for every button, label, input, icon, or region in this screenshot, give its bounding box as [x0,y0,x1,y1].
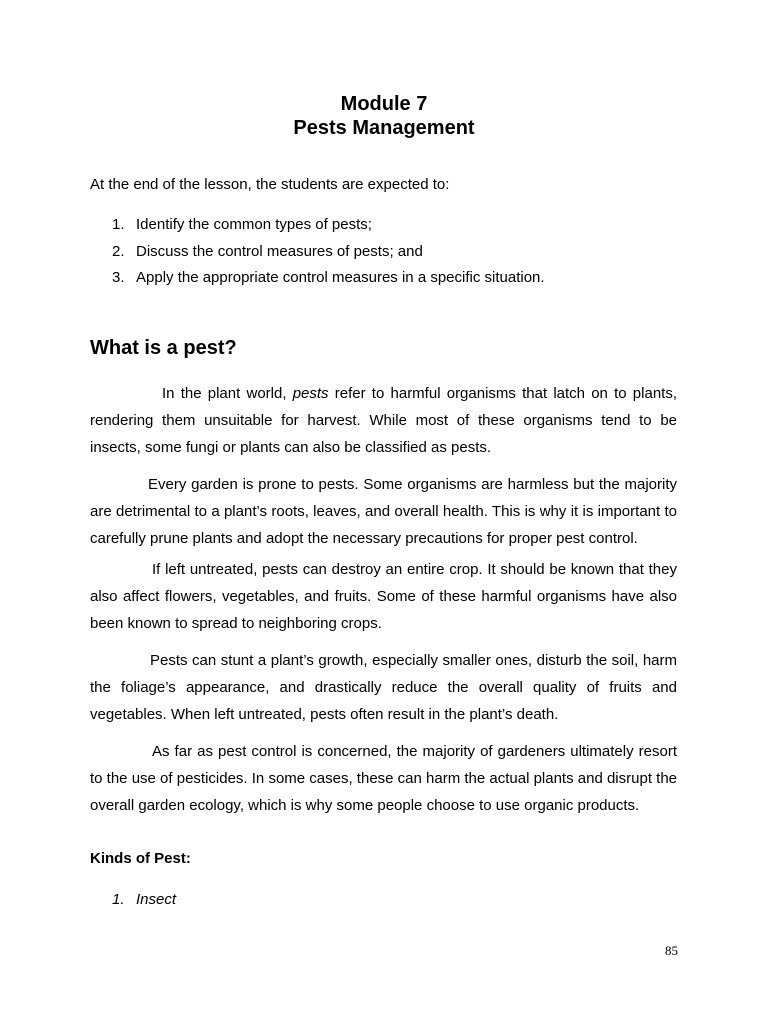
paragraph-definition-rest: refer to harmful organisms that latch on to plants, rendering them unsuitable for harvest. While most of these organisms tend to be insects, some fungi or plants can also be classified as pests. [90,385,677,456]
objective-number: 2. [112,242,125,260]
page-title: Pests Management [293,117,475,139]
paragraph-definition-start: In the plant world, [162,385,293,402]
objective-number: 1. [112,216,125,233]
section-heading: What is a pest? [90,337,237,359]
paragraph-definition [90,380,677,461]
objectives-list [112,214,545,294]
objective-number: 3. [112,269,125,286]
objective-item [112,241,545,268]
page-number: 85 [665,943,678,958]
kinds-item-number: 1. [112,891,125,908]
kinds-heading: Kinds of Pest: [90,850,191,867]
paragraph-pest-control: As far as pest control is concerned, the majority of gardeners ultimately resort to the use of pesticides. In some cases, these can harm the actual plants and disrupt the overall garden ecology, which is why some people choose to use organic products. [90,743,678,814]
kinds-item-text: Insect [136,891,177,908]
kinds-list [112,889,176,911]
paragraph-stunt-growth: Pests can stunt a plant’s growth, especially smaller ones, disturb the soil, harm the foliage’s appearance, and drastically reduce the overall quality of fruits and vegetables. When left untreated, pests often result in the plant’s death. [90,652,677,723]
objective-text: Identify the common types of pests; [136,216,372,233]
paragraph-garden-prone: Every garden is prone to pests. Some organisms are harmless but the majority are detrimental to a plant’s roots, leaves, and overall health. This is why it is important to carefully prune plants and adopt the necessary precautions for proper pest control. [90,476,677,547]
paragraph-untreated: If left untreated, pests can destroy an entire crop. It should be known that they also affect flowers, vegetables, and fruits. Some of these harmful organisms have also been known to spread to neighboring crops. [90,561,677,632]
objective-item [112,214,545,241]
pests-emphasis: pests [292,385,329,402]
objective-text: Discuss the control measures of pests; and [136,242,423,260]
objective-item [112,267,545,294]
module-label: Module 7 [340,93,428,115]
kinds-item [112,889,176,911]
objective-text: Apply the appropriate control measures in a specific situation. [136,269,545,286]
intro-text: At the end of the lesson, the students are expected to: [90,176,450,193]
